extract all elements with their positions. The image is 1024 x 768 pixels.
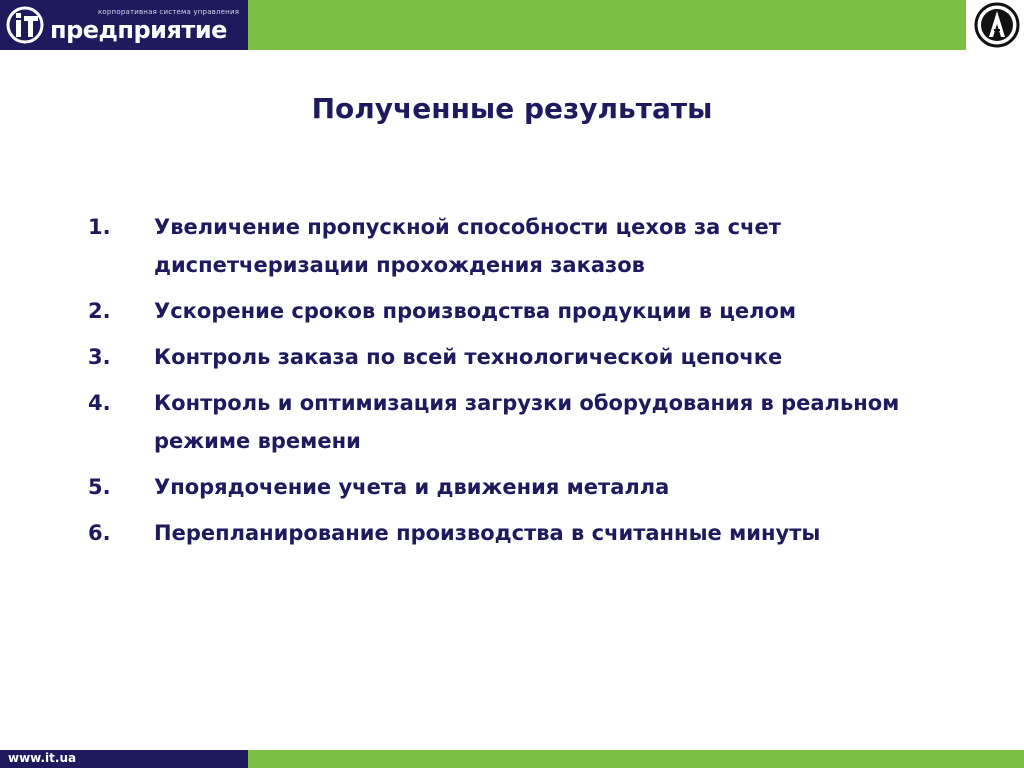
list-item-number: 3.: [88, 345, 111, 369]
list-item-text: Увеличение пропускной способности цехов за счет диспетчеризации прохождения заказов: [154, 215, 781, 277]
list-item-text: Перепланирование производства в считанные минуты: [154, 521, 821, 545]
list-item-text: Контроль заказа по всей технологической цепочке: [154, 345, 783, 369]
logo[interactable]: [0, 0, 248, 50]
logo-tagline: корпоративная система управления: [98, 8, 240, 16]
footer-bar: [0, 750, 1024, 768]
list-item-number: 6.: [88, 521, 111, 545]
company-emblem-icon: [974, 2, 1020, 48]
list-item-text: Упорядочение учета и движения металла: [154, 475, 670, 499]
list-item-number: 2.: [88, 299, 111, 323]
list-item: [88, 208, 988, 284]
list-item: [88, 338, 988, 376]
list-item-text: Контроль и оптимизация загрузки оборудования в реальном режиме времени: [154, 391, 900, 453]
list-item-number: 5.: [88, 475, 111, 499]
list-item-number: 1.: [88, 215, 111, 239]
list-item-text: Ускорение сроков производства продукции в целом: [154, 299, 797, 323]
list-item: [88, 384, 988, 460]
list-item: [88, 514, 988, 552]
list-item: [88, 468, 988, 506]
results-list: [88, 208, 988, 560]
corner-emblem-box: [966, 0, 1024, 50]
footer-url-link[interactable]: www.it.ua: [8, 751, 77, 765]
list-item-number: 4.: [88, 391, 111, 415]
list-item: [88, 292, 988, 330]
header-bar: [0, 0, 1024, 50]
it-logo-icon: [6, 6, 50, 44]
logo-wordmark: предприятие: [50, 16, 227, 44]
footer-left-block: [0, 750, 248, 768]
slide-title: Полученные результаты: [311, 92, 713, 125]
